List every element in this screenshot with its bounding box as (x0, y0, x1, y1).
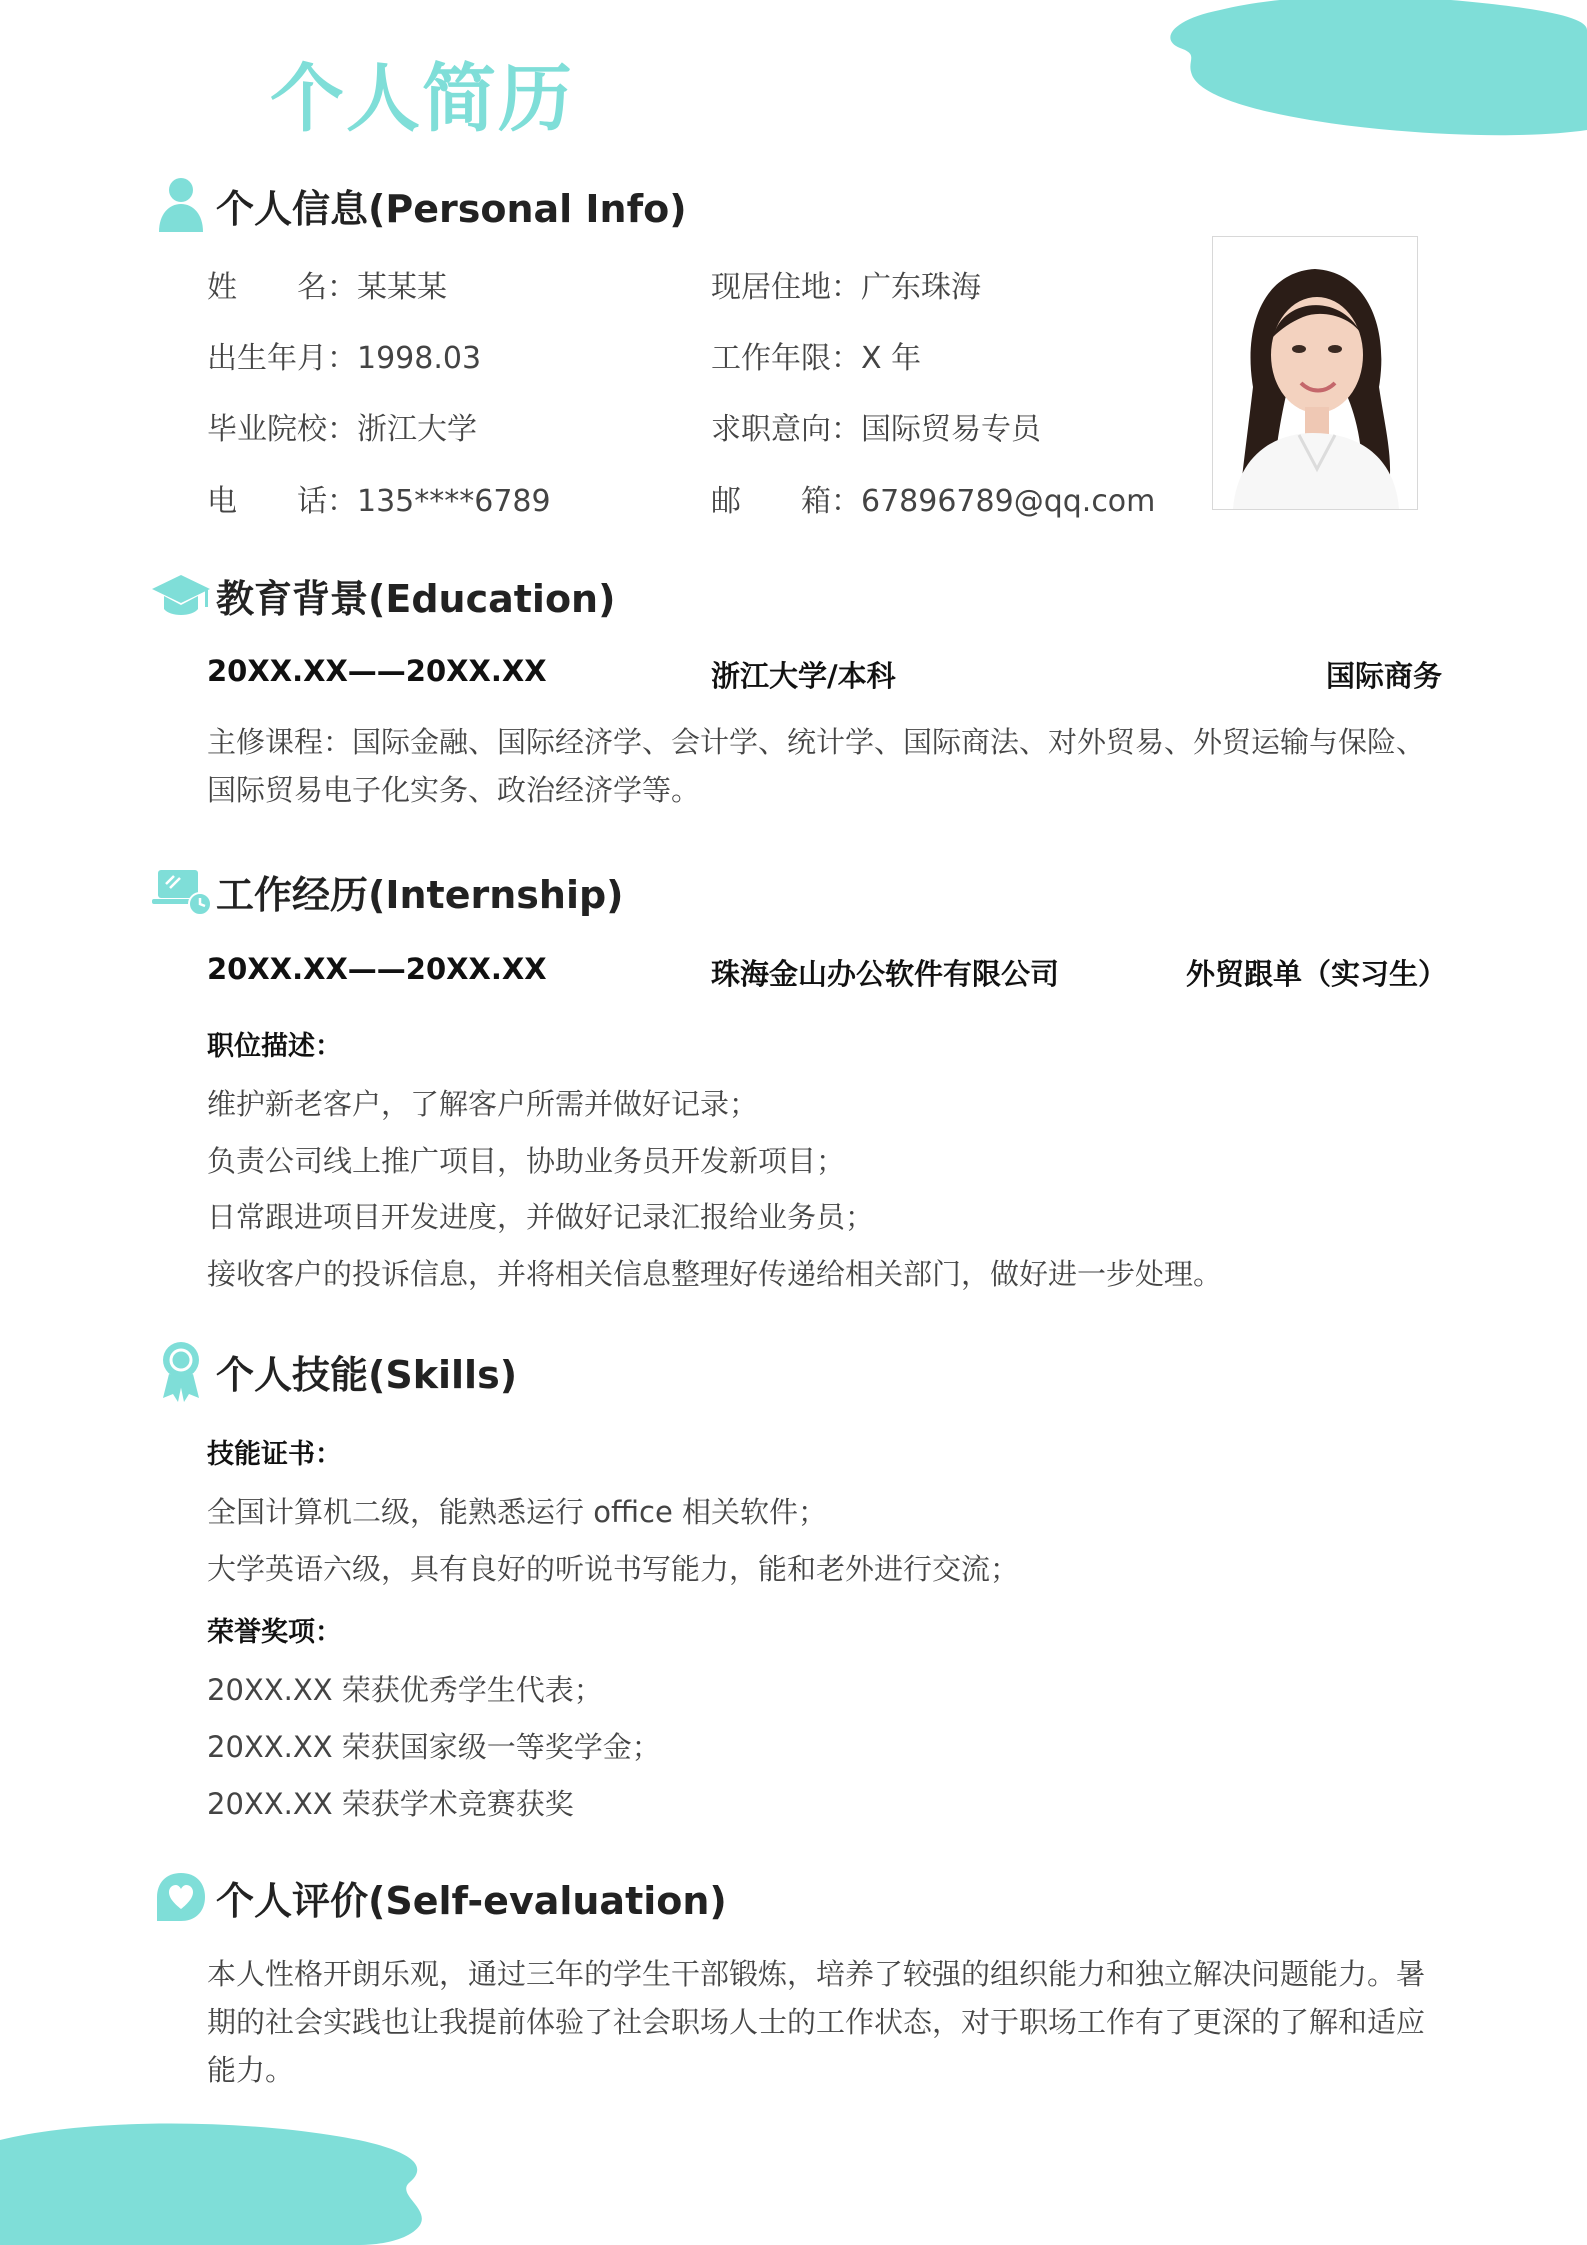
skills-honor-item: 20XX.XX 荣获学术竞赛获奖 (207, 1787, 574, 1821)
section-heading: 工作经历(Internship) (216, 872, 624, 917)
info-birth: 出生年月：1998.03 (207, 341, 482, 376)
info-school: 毕业院校：浙江大学 (207, 412, 477, 447)
info-residence: 现居住地：广东珠海 (711, 270, 981, 305)
section-skills (150, 1336, 517, 1406)
award-ribbon-icon (150, 1340, 212, 1402)
education-period: 20XX.XX——20XX.XX (207, 654, 547, 688)
section-personal-info (150, 170, 687, 240)
skills-cert-label: 技能证书： (207, 1439, 342, 1470)
work-desc-label: 职位描述： (207, 1031, 342, 1062)
work-item: 日常跟进项目开发进度，并做好记录汇报给业务员； (207, 1200, 875, 1234)
top-right-blob (1160, 0, 1587, 140)
skills-cert-item: 全国计算机二级，能熟悉运行 office 相关软件； (207, 1495, 828, 1529)
info-phone: 电 话：135****6789 (207, 484, 551, 519)
profile-photo (1212, 236, 1418, 510)
work-item: 维护新老客户，了解客户所需并做好记录； (207, 1087, 759, 1121)
skills-honor-item: 20XX.XX 荣获国家级一等奖学金； (207, 1730, 661, 1764)
work-item: 负责公司线上推广项目，协助业务员开发新项目； (207, 1144, 846, 1178)
section-heading: 个人信息(Personal Info) (216, 186, 687, 231)
graduation-cap-icon (150, 564, 212, 626)
skills-cert-item: 大学英语六级，具有良好的听说书写能力，能和老外进行交流； (207, 1552, 1020, 1586)
work-company: 珠海金山办公软件有限公司 (711, 957, 1060, 991)
heart-chat-icon (150, 1866, 212, 1928)
section-education (150, 560, 615, 630)
bottom-left-blob (0, 2120, 440, 2245)
person-icon (150, 174, 212, 236)
section-work (150, 856, 624, 926)
info-email: 邮 箱：67896789@qq.com (711, 484, 1156, 519)
skills-honor-item: 20XX.XX 荣获优秀学生代表； (207, 1673, 603, 1707)
education-school: 浙江大学/本科 (711, 659, 896, 693)
work-period: 20XX.XX——20XX.XX (207, 952, 547, 986)
section-heading: 个人评价(Self-evaluation) (216, 1878, 727, 1923)
info-experience-years: 工作年限：X 年 (711, 341, 922, 376)
work-position: 外贸跟单（实习生） (1186, 957, 1448, 991)
skills-honor-label: 荣誉奖项： (207, 1617, 342, 1648)
section-heading: 个人技能(Skills) (216, 1352, 518, 1397)
section-evaluation (150, 1862, 727, 1932)
info-name: 姓 名：某某某 (207, 270, 447, 305)
resume-title: 个人简历 (270, 56, 574, 142)
work-item: 接收客户的投诉信息，并将相关信息整理好传递给相关部门，做好进一步处理。 (207, 1257, 1223, 1291)
section-heading: 教育背景(Education) (216, 576, 616, 621)
education-courses: 主修课程：国际金融、国际经济学、会计学、统计学、国际商法、对外贸易、外贸运输与保险、国际贸易电子化实务、政治经济学等。 (207, 725, 1426, 807)
laptop-clock-icon (150, 860, 212, 922)
info-intention: 求职意向：国际贸易专员 (711, 412, 1041, 447)
education-major: 国际商务 (1326, 659, 1443, 693)
evaluation-text: 本人性格开朗乐观，通过三年的学生干部锻炼，培养了较强的组织能力和独立解决问题能力。暑期的社会实践也让我提前体验了社会职场人士的工作状态，对于职场工作有了更深的了解和适应能力。 (207, 1957, 1426, 2087)
